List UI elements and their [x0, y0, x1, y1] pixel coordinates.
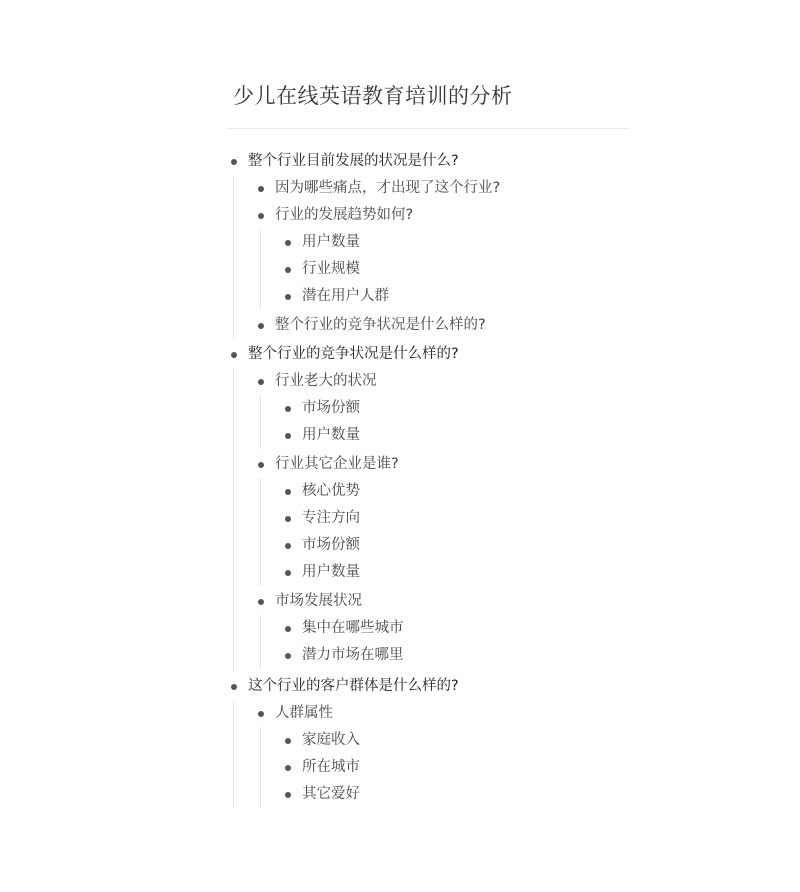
outline-item [226, 559, 630, 586]
bullet-icon[interactable] [285, 433, 291, 439]
outline-row[interactable] [226, 559, 630, 586]
outline-item-label[interactable]: 所在城市 [302, 759, 360, 775]
outline-item [226, 673, 630, 808]
bullet-icon[interactable] [285, 406, 291, 412]
outline-row[interactable] [226, 175, 630, 202]
outline-row[interactable] [226, 673, 630, 700]
outline-row[interactable] [226, 532, 630, 559]
outline-item [226, 642, 630, 669]
outline-item [226, 368, 630, 451]
outline-item-label[interactable]: 专注方向 [302, 510, 360, 526]
outline-row[interactable] [226, 451, 630, 478]
bullet-icon[interactable] [285, 570, 291, 576]
outline-children [260, 615, 630, 669]
outline-row[interactable] [226, 395, 630, 422]
outline-item-label[interactable]: 核心优势 [302, 483, 360, 499]
outline-item [226, 395, 630, 422]
outline-row[interactable] [226, 642, 630, 669]
outline-item-label[interactable]: 市场份额 [302, 400, 360, 416]
outline-item [226, 505, 630, 532]
outline-item-label[interactable]: 潜在用户人群 [302, 288, 389, 304]
bullet-icon[interactable] [285, 489, 291, 495]
outline-row[interactable] [226, 422, 630, 449]
outline-row[interactable] [226, 256, 630, 283]
outline-item [226, 615, 630, 642]
outline-item [226, 451, 630, 588]
bullet-icon[interactable] [258, 213, 264, 219]
outline-row[interactable] [226, 781, 630, 808]
outline-item [226, 727, 630, 754]
outline-row[interactable] [226, 368, 630, 395]
outline-item-label[interactable]: 用户数量 [302, 564, 360, 580]
outline-row[interactable] [226, 148, 630, 175]
document-title: 少儿在线英语教育培训的分析 [233, 84, 513, 108]
bullet-icon[interactable] [258, 186, 264, 192]
outline-item-label[interactable]: 行业老大的状况 [275, 373, 377, 389]
bullet-icon[interactable] [285, 765, 291, 771]
outline-item [226, 781, 630, 808]
outline-item [226, 202, 630, 312]
outline-item [226, 175, 630, 202]
outline-item [226, 532, 630, 559]
outline-row[interactable] [226, 505, 630, 532]
bullet-icon[interactable] [231, 352, 237, 358]
outline-item-label[interactable]: 因为哪些痛点，才出现了这个行业? [275, 180, 501, 196]
outline-item-label[interactable]: 行业规模 [302, 261, 360, 277]
outline-children [260, 395, 630, 449]
outline-row[interactable] [226, 202, 630, 229]
outline-item [226, 341, 630, 673]
bullet-icon[interactable] [285, 294, 291, 300]
outline-children [233, 175, 630, 339]
outline-item-label[interactable]: 整个行业的竞争状况是什么样的? [275, 317, 486, 333]
outline-item [226, 478, 630, 505]
bullet-icon[interactable] [285, 792, 291, 798]
outline-children [260, 229, 630, 310]
outline-row[interactable] [226, 312, 630, 339]
outline-row[interactable] [226, 341, 630, 368]
bullet-icon[interactable] [285, 267, 291, 273]
document [226, 0, 630, 892]
outline-item-label[interactable]: 集中在哪些城市 [302, 620, 404, 636]
outline-children [260, 478, 630, 586]
outline-children [233, 368, 630, 671]
bullet-icon[interactable] [285, 516, 291, 522]
bullet-icon[interactable] [285, 738, 291, 744]
bullet-icon[interactable] [231, 159, 237, 165]
outline-row[interactable] [226, 229, 630, 256]
outline-item-label[interactable]: 这个行业的客户群体是什么样的? [248, 678, 459, 694]
outline-item [226, 256, 630, 283]
bullet-icon[interactable] [258, 462, 264, 468]
outline-row[interactable] [226, 615, 630, 642]
title-divider [226, 128, 630, 129]
outline-item [226, 588, 630, 671]
outline-item-label[interactable]: 整个行业的竞争状况是什么样的? [248, 346, 459, 362]
outline-item-label[interactable]: 人群属性 [275, 705, 333, 721]
outline-item [226, 700, 630, 808]
outline-children [233, 700, 630, 808]
outline-item [226, 312, 630, 339]
outline-row[interactable] [226, 478, 630, 505]
bullet-icon[interactable] [258, 599, 264, 605]
bullet-icon[interactable] [285, 543, 291, 549]
outline-row[interactable] [226, 283, 630, 310]
outline-item [226, 229, 630, 256]
outline-item-label[interactable]: 用户数量 [302, 234, 360, 250]
outline-item-label[interactable]: 市场发展状况 [275, 593, 362, 609]
outline-item [226, 754, 630, 781]
bullet-icon[interactable] [258, 379, 264, 385]
outline-item-label[interactable]: 其它爱好 [302, 786, 360, 802]
outline-item-label[interactable]: 家庭收入 [302, 732, 360, 748]
bullet-icon[interactable] [285, 626, 291, 632]
outline-row[interactable] [226, 700, 630, 727]
bullet-icon[interactable] [258, 323, 264, 329]
outline-item [226, 422, 630, 449]
outline-children [260, 727, 630, 808]
outline-row[interactable] [226, 754, 630, 781]
outline-row[interactable] [226, 727, 630, 754]
outline-item [226, 148, 630, 341]
outline-item-label[interactable]: 用户数量 [302, 427, 360, 443]
bullet-icon[interactable] [231, 684, 237, 690]
outline-item-label[interactable]: 行业其它企业是谁? [275, 456, 399, 472]
outline-item-label[interactable]: 市场份额 [302, 537, 360, 553]
outline-item [226, 283, 630, 310]
bullet-icon[interactable] [285, 240, 291, 246]
outline-row[interactable] [226, 588, 630, 615]
bullet-icon[interactable] [258, 711, 264, 717]
outline-item-label[interactable]: 整个行业目前发展的状况是什么? [248, 153, 459, 169]
outline-item-label[interactable]: 潜力市场在哪里 [302, 647, 404, 663]
outline-item-label[interactable]: 行业的发展趋势如何? [275, 207, 414, 223]
outline-list [226, 148, 630, 808]
bullet-icon[interactable] [285, 653, 291, 659]
